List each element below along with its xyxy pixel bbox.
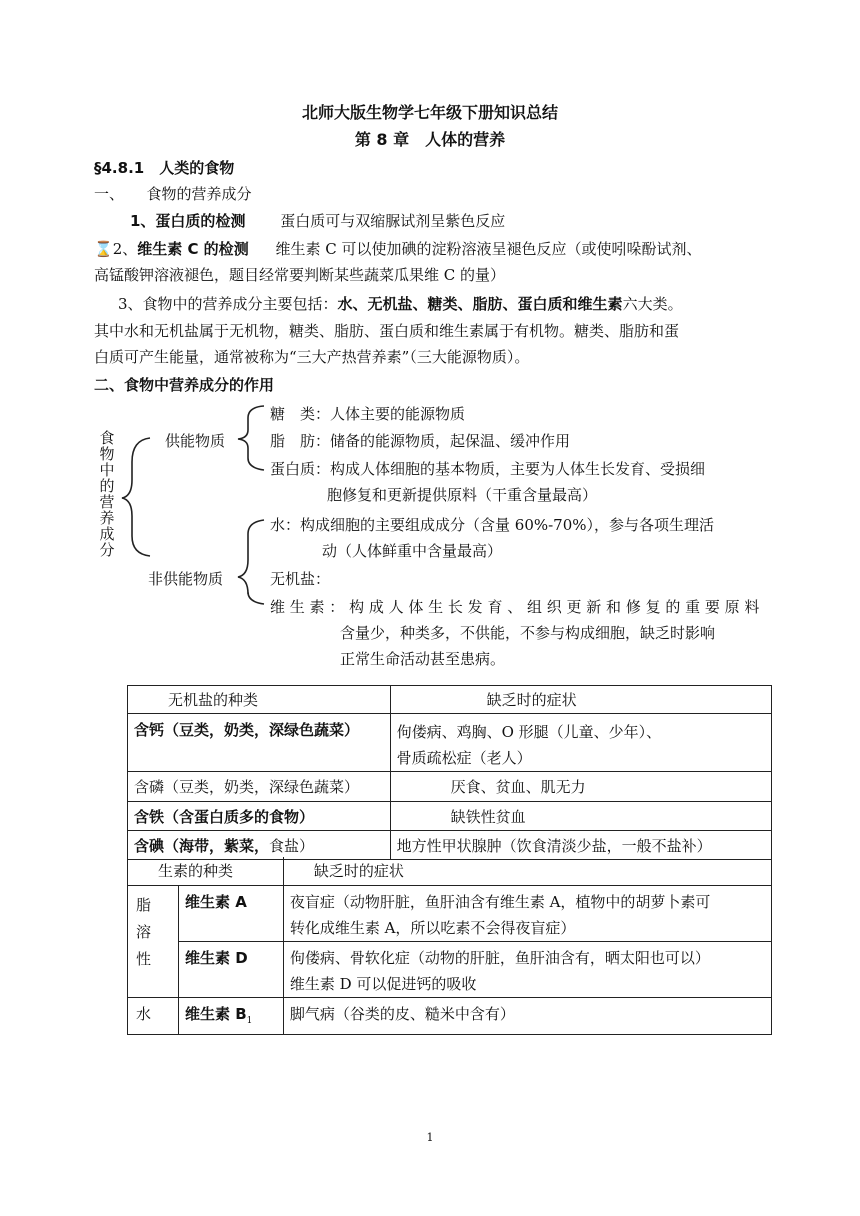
mineral-type-plain: 食盐） bbox=[269, 836, 315, 855]
mineral-symptom-a: 厌食、贫血、肌无力 bbox=[450, 778, 586, 796]
sugar-line: 糖 类：人体主要的能源物质 bbox=[270, 405, 466, 423]
mineral-line: 无机盐： bbox=[270, 570, 331, 588]
item2-label: 维生素 C 的检测 bbox=[137, 240, 249, 258]
mineral-table bbox=[127, 685, 772, 860]
chapter-title: 第 8 章 人体的营养 bbox=[354, 130, 506, 149]
water-line-b: 动（人体鲜重中含量最高） bbox=[322, 542, 503, 560]
mineral-type-bold: 含铁（含蛋白质多的食物） bbox=[134, 807, 315, 826]
table-row bbox=[128, 714, 772, 772]
energy-brace bbox=[238, 406, 264, 470]
water-soluble-label: 水 bbox=[128, 997, 179, 1034]
protein-line-b: 胞修复和更新提供原料（干重含量最高） bbox=[327, 486, 598, 504]
item2-text-a: 维生素 C 可以使加碘的淀粉溶液呈褪色反应（或使吲哚酚试剂、 bbox=[275, 240, 702, 258]
vitamin-line-b: 含量少，种类多，不供能，不参与构成细胞，缺乏时影响 bbox=[340, 624, 716, 642]
root-label: 食物中的营养成分 bbox=[99, 429, 115, 559]
mineral-symptom-b: 骨质疏松症（老人） bbox=[396, 749, 532, 767]
section-heading: §4.8.1 人类的食物 bbox=[94, 159, 235, 177]
energy-label: 供能物质 bbox=[165, 432, 226, 450]
document-title: 北师大版生物学七年级下册知识总结 bbox=[301, 103, 558, 122]
item2-text-b: 高锰酸钾溶液褪色，题目经常要判断某些蔬菜瓜果维 C 的量） bbox=[94, 266, 506, 284]
table-row bbox=[128, 802, 772, 831]
vitamin-line-a: 维 生 素 ： 构 成 人 体 生 长 发 育 、 组 织 更 新 和 修 复 的 重 要 原 料 bbox=[270, 598, 760, 616]
item3-line2: 其中水和无机盐属于无机物，糖类、脂肪、蛋白质和维生素属于有机物。糖类、脂肪和蛋 bbox=[94, 322, 680, 340]
vitamin-symptom-b: 维生素 D 可以促进钙的吸收 bbox=[289, 974, 477, 993]
table-row bbox=[128, 885, 772, 941]
root-brace bbox=[122, 438, 150, 556]
item3-pre: 3、食物中的营养成分主要包括： bbox=[118, 295, 338, 313]
table-row bbox=[128, 941, 772, 997]
vitamin-symptom-a: 佝偻病、骨软化症（动物的肝脏，鱼肝油含有，晒太阳也可以） bbox=[289, 948, 710, 967]
item2-num: 2、 bbox=[112, 240, 138, 258]
mineral-header-symptom: 缺乏时的症状 bbox=[390, 686, 771, 714]
item3-line3: 白质可产生能量，通常被称为“三大产热营养素”（三大能源物质）。 bbox=[94, 348, 530, 366]
non-energy-brace bbox=[238, 520, 264, 604]
page-number: 1 bbox=[426, 1131, 434, 1144]
vitamin-symptom-a: 脚气病（谷类的皮、糙米中含有） bbox=[289, 1004, 515, 1023]
item3-bold: 水、无机盐、糖类、脂肪、蛋白质和维生素 bbox=[337, 295, 623, 313]
part2-heading: 二、食物中营养成分的作用 bbox=[94, 376, 275, 394]
hourglass-icon: ⌛ bbox=[94, 240, 113, 258]
vitamin-header-symptom: 缺乏时的症状 bbox=[283, 857, 771, 885]
mineral-type-bold: 含碘（海带，紫菜， bbox=[134, 836, 270, 855]
item1-text: 蛋白质可与双缩脲试剂呈紫色反应 bbox=[280, 212, 506, 230]
table-row bbox=[128, 772, 772, 802]
table-row bbox=[128, 831, 772, 860]
item3-post: 六大类。 bbox=[622, 295, 683, 313]
vitamin-name: 维生素 D bbox=[184, 948, 248, 967]
fat-line: 脂 肪：储备的能源物质，起保温、缓冲作用 bbox=[270, 432, 571, 450]
vitamin-table bbox=[127, 857, 772, 1035]
part1-heading: 一、 食物的营养成分 bbox=[94, 185, 252, 203]
vitamin-name: 维生素 A bbox=[184, 892, 247, 911]
mineral-table-header bbox=[128, 686, 772, 714]
mineral-type-plain: 含磷（豆类，奶类，深绿色蔬菜） bbox=[134, 778, 360, 796]
vitamin-table-header bbox=[128, 857, 772, 885]
mineral-header-type: 无机盐的种类 bbox=[128, 686, 391, 714]
protein-line-a: 蛋白质：构成人体细胞的基本物质，主要为人体生长发育、受损细 bbox=[270, 460, 706, 478]
vitamin-name: 维生素 B bbox=[184, 1004, 247, 1023]
vitamin-symptom-a: 夜盲症（动物肝脏，鱼肝油含有维生素 A，植物中的胡萝卜素可 bbox=[289, 892, 711, 911]
mineral-symptom-a: 佝偻病、鸡胸、O 形腿（儿童、少年）、 bbox=[396, 723, 662, 741]
vitamin-name-subscript: 1 bbox=[246, 1015, 253, 1026]
vitamin-symptom-b: 转化成维生素 A，所以吃素不会得夜盲症） bbox=[289, 918, 576, 937]
vitamin-header-type: 生素的种类 bbox=[128, 857, 284, 885]
water-line-a: 水：构成细胞的主要组成成分（含量 60%-70%），参与各项生理活 bbox=[270, 516, 715, 534]
mineral-type-bold: 含钙（豆类，奶类，深绿色蔬菜） bbox=[134, 721, 360, 739]
item1-label: 1、蛋白质的检测 bbox=[130, 212, 246, 230]
mineral-symptom-a: 地方性甲状腺肿（饮食清淡少盐，一般不盐补） bbox=[396, 836, 712, 855]
table-row bbox=[128, 997, 772, 1034]
non-energy-label: 非供能物质 bbox=[148, 570, 224, 588]
fat-soluble-label: 脂溶性 bbox=[128, 885, 179, 997]
vitamin-line-c: 正常生命活动甚至患病。 bbox=[340, 650, 506, 668]
mineral-symptom-a: 缺铁性贫血 bbox=[450, 807, 526, 826]
